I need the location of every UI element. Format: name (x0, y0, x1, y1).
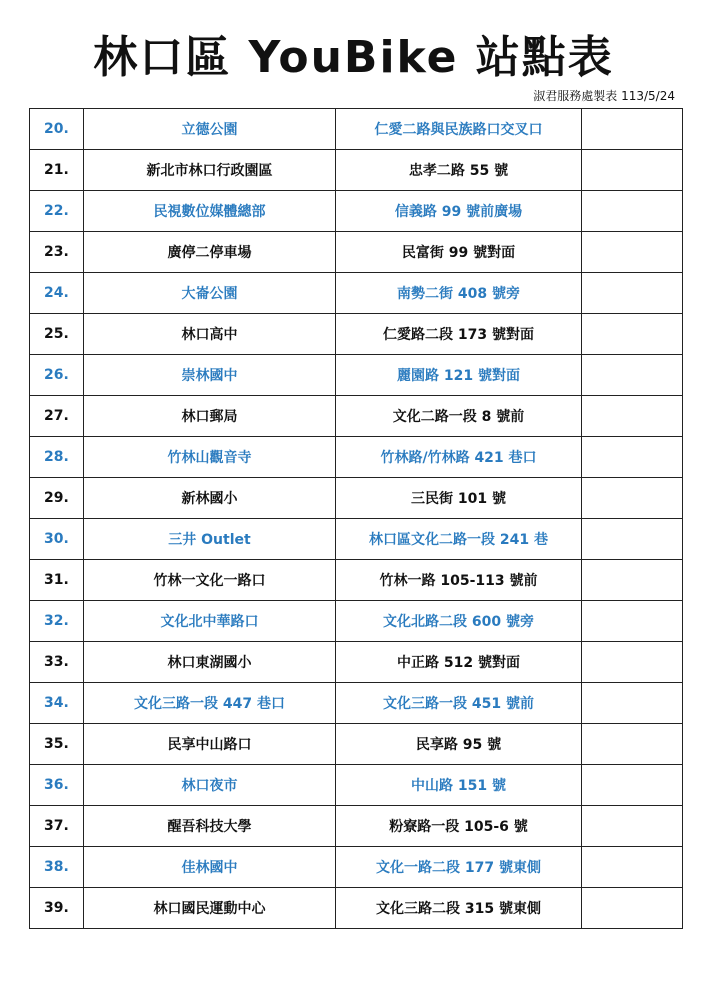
station-name: 立德公園 (84, 109, 336, 150)
row-number: 30. (30, 519, 84, 560)
row-number: 39. (30, 888, 84, 929)
station-address: 中山路 151 號 (336, 765, 582, 806)
station-address: 麗園路 121 號對面 (336, 355, 582, 396)
table-row (30, 888, 683, 929)
row-number: 25. (30, 314, 84, 355)
station-name: 民享中山路口 (84, 724, 336, 765)
station-note (582, 519, 683, 560)
table-row (30, 109, 683, 150)
station-address: 文化北路二段 600 號旁 (336, 601, 582, 642)
table-row (30, 437, 683, 478)
table-row (30, 478, 683, 519)
station-name: 佳林國中 (84, 847, 336, 888)
station-address: 信義路 99 號前廣場 (336, 191, 582, 232)
station-name: 文化北中華路口 (84, 601, 336, 642)
table-row (30, 642, 683, 683)
station-name: 文化三路一段 447 巷口 (84, 683, 336, 724)
station-table (29, 108, 683, 929)
row-number: 29. (30, 478, 84, 519)
station-address: 竹林路/竹林路 421 巷口 (336, 437, 582, 478)
row-number: 34. (30, 683, 84, 724)
station-address: 南勢二街 408 號旁 (336, 273, 582, 314)
station-address: 民享路 95 號 (336, 724, 582, 765)
station-name: 林口郵局 (84, 396, 336, 437)
station-note (582, 683, 683, 724)
station-note (582, 396, 683, 437)
table-row (30, 806, 683, 847)
station-note (582, 847, 683, 888)
row-number: 35. (30, 724, 84, 765)
table-row (30, 232, 683, 273)
page-title: 林口區 YouBike 站點表 (93, 32, 614, 83)
station-name: 竹林山觀音寺 (84, 437, 336, 478)
station-address: 仁愛二路與民族路口交叉口 (336, 109, 582, 150)
row-number: 36. (30, 765, 84, 806)
row-number: 20. (30, 109, 84, 150)
station-name: 廣停二停車場 (84, 232, 336, 273)
row-number: 24. (30, 273, 84, 314)
table-row (30, 314, 683, 355)
table-row (30, 150, 683, 191)
table-row (30, 519, 683, 560)
row-number: 23. (30, 232, 84, 273)
station-name: 林口夜市 (84, 765, 336, 806)
station-address: 竹林一路 105-113 號前 (336, 560, 582, 601)
station-note (582, 355, 683, 396)
station-table-body (30, 109, 683, 929)
row-number: 38. (30, 847, 84, 888)
station-note (582, 273, 683, 314)
station-name: 醒吾科技大學 (84, 806, 336, 847)
row-number: 32. (30, 601, 84, 642)
station-name: 新林國小 (84, 478, 336, 519)
station-note (582, 191, 683, 232)
row-number: 31. (30, 560, 84, 601)
station-address: 文化三路一段 451 號前 (336, 683, 582, 724)
station-address: 三民街 101 號 (336, 478, 582, 519)
station-address: 忠孝二路 55 號 (336, 150, 582, 191)
station-name: 新北市林口行政園區 (84, 150, 336, 191)
station-note (582, 724, 683, 765)
station-name: 林口東湖國小 (84, 642, 336, 683)
station-name: 三井 Outlet (84, 519, 336, 560)
station-address: 粉寮路一段 105-6 號 (336, 806, 582, 847)
row-number: 21. (30, 150, 84, 191)
station-note (582, 601, 683, 642)
table-row (30, 560, 683, 601)
table-row (30, 355, 683, 396)
station-address: 文化三路二段 315 號東側 (336, 888, 582, 929)
station-note (582, 642, 683, 683)
table-row (30, 847, 683, 888)
station-name: 竹林一文化一路口 (84, 560, 336, 601)
station-note (582, 109, 683, 150)
station-name: 林口國民運動中心 (84, 888, 336, 929)
table-row (30, 765, 683, 806)
row-number: 22. (30, 191, 84, 232)
table-row (30, 601, 683, 642)
station-name: 崇林國中 (84, 355, 336, 396)
row-number: 33. (30, 642, 84, 683)
table-row (30, 191, 683, 232)
station-address: 民富街 99 號對面 (336, 232, 582, 273)
table-row (30, 396, 683, 437)
station-name: 林口高中 (84, 314, 336, 355)
station-name: 民視數位媒體總部 (84, 191, 336, 232)
table-credit: 淑君服務處製表 113/5/24 (533, 89, 675, 103)
station-note (582, 478, 683, 519)
station-note (582, 232, 683, 273)
row-number: 37. (30, 806, 84, 847)
table-row (30, 683, 683, 724)
station-note (582, 765, 683, 806)
station-address: 文化二路一段 8 號前 (336, 396, 582, 437)
station-address: 仁愛路二段 173 號對面 (336, 314, 582, 355)
station-note (582, 437, 683, 478)
station-note (582, 806, 683, 847)
row-number: 27. (30, 396, 84, 437)
station-name: 大崙公園 (84, 273, 336, 314)
station-note (582, 888, 683, 929)
station-note (582, 150, 683, 191)
station-note (582, 314, 683, 355)
row-number: 26. (30, 355, 84, 396)
station-note (582, 560, 683, 601)
station-address: 文化一路二段 177 號東側 (336, 847, 582, 888)
table-row (30, 273, 683, 314)
station-address: 林口區文化二路一段 241 巷 (336, 519, 582, 560)
table-row (30, 724, 683, 765)
row-number: 28. (30, 437, 84, 478)
station-address: 中正路 512 號對面 (336, 642, 582, 683)
